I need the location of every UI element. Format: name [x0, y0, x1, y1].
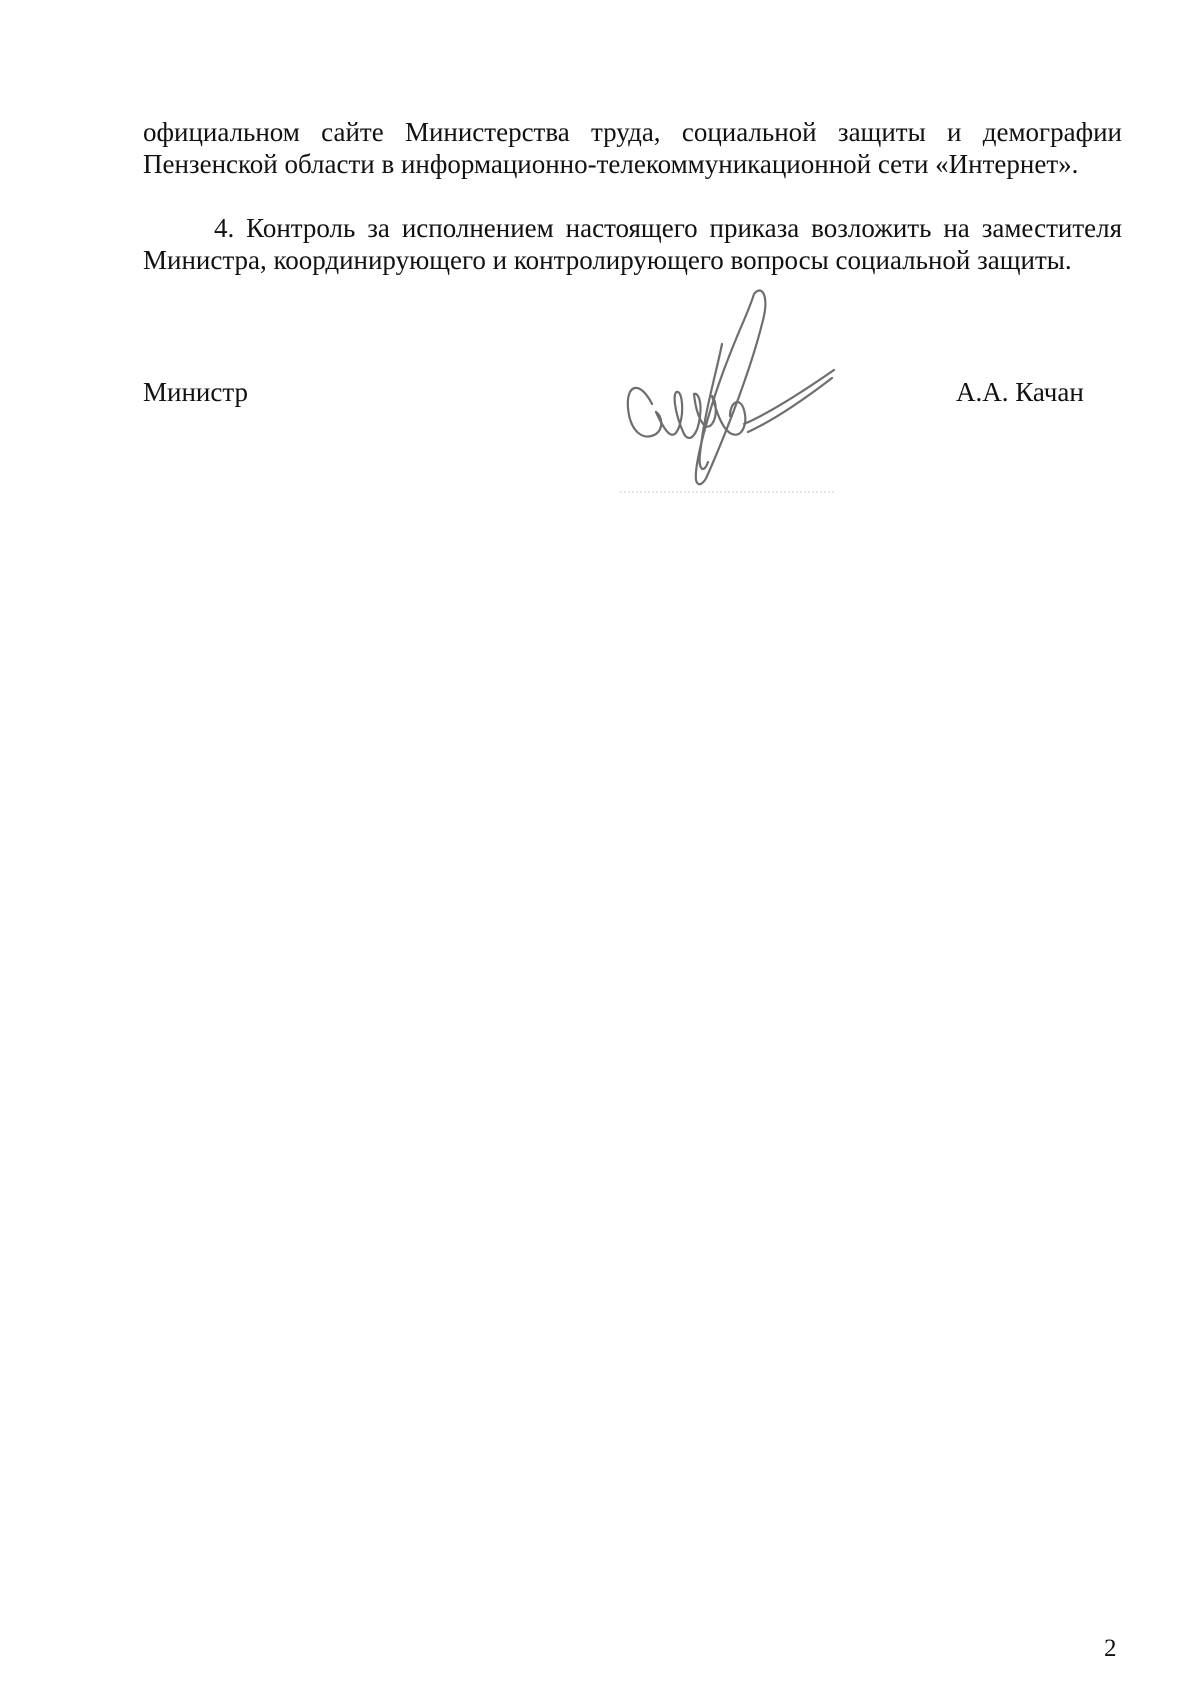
signatory-title: Министр [143, 377, 248, 407]
paragraph-control: 4. Контроль за исполнением настоящего приказа возложить на заместителя Министра, координирующего и контролирующего вопросы социальной защиты. [143, 213, 1122, 275]
paragraph-publication: официальном сайте Министерства труда, социальной защиты и демографии Пензенской области в информационно-телекоммуникационной сети «Интернет». [143, 117, 1122, 179]
page-number: 2 [1104, 1635, 1117, 1662]
signatory-name: А.А. Качан [956, 377, 1084, 407]
handwritten-signature [612, 284, 842, 504]
